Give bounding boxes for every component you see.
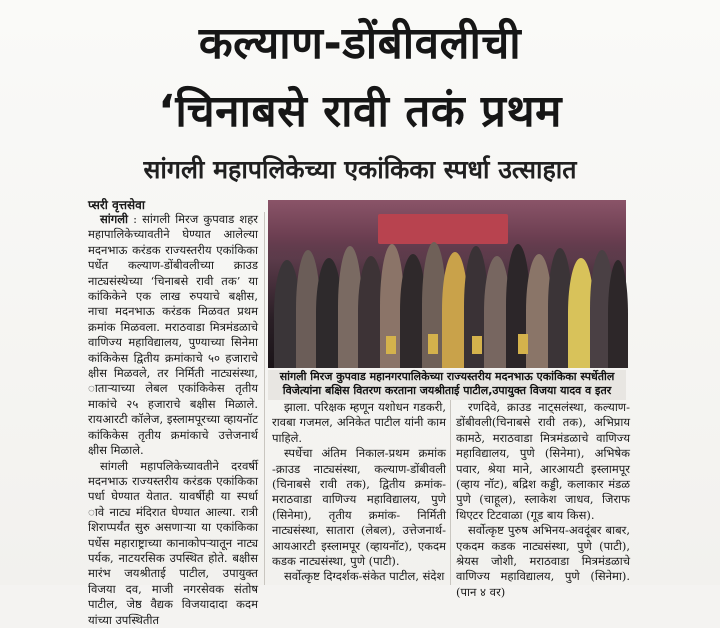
dateline: सांगली — [100, 212, 129, 226]
article-column-3 — [456, 400, 630, 599]
headline-line-2: ‘चिनाबसे रावी तकं प्रथम — [158, 86, 562, 137]
col3-paragraph-1: रणदिवे, क्राउड नाट्सलंस्था, कल्याण-डोंबीवली(चिनाबसे रावी तक), अभिप्राय कामठे, मराठवाडा मित्रमंडळाचे वाणिज्य महाविद्यालय, पुणे (सिनेमा), अभिषेक पवार, श्रेया माने, आरआयटी इस्लामपूर (व्हाय नॉट), बद्रिश कड्डी, कलाकार मंडळ पुणे (चाहूल), स्लाकेश जाधव, जिराफ थिएटर टिटवाळा (गूड बाय किस). — [456, 400, 630, 522]
photo-caption: सांगली मिरज कुपवाड महानगरपालिकेच्या राज्यस्तरीय मदनभाऊ एकांकिका स्पर्धेतील विजेत्यांना बक्षिस वितरण करताना जयश्रीताई पाटील,उपायुक्त विजया यादव व इतर — [268, 370, 626, 400]
trophy — [472, 336, 482, 354]
subheadline: सांगली महापलिकेच्या एकांकिका स्पर्धा उत्साहात — [143, 155, 577, 184]
article-column-2 — [272, 400, 446, 585]
col3-paragraph-2: सर्वोत्कृष्ट पुरुष अभिनय-अवदूंबर बाबर, एकदम कडक नाट्यसंस्था, पुणे (पाटी), श्रेयस जोशी, मराठवाडा मित्रमंडळाचे वाणिज्य महाविद्यालय, पुणे (सिनेमा). (पान ४ वर) — [456, 523, 630, 599]
col1-paragraph-2: सांगली महापलिकेच्यावतीने दरवर्षी मदनभाऊ राज्यस्तरीय करंडक एकांकिका पर्धा घेण्यात येतात. यावर्षीही या स्पर्धा ावे नाट्य मंदिरात घेण्यात आल्या. रात्री शिराप्पर्यंत सुरु असणाऱ्या या एकांकिका पर्धेस महाराष्ट्राच्या कानाकोपऱ्यातून नाट्य पर्यक, नाटयरसिक उपस्थित होते. बक्षीस मारंभ जयश्रीताई पाटील, उपायुक्त विजया दव, माजी नगरसेवक संतोष पाटील, जेष्ठ वैद्यक विजयादादा कदम यांच्या उपस्थितीत — [88, 458, 258, 627]
col2-paragraph-3: सर्वोत्कृष्ट दिग्दर्शक-संकेत पाटील, संदेश — [284, 569, 445, 584]
stage-banner — [378, 214, 508, 244]
group-photo — [268, 200, 626, 368]
col2-paragraph-2: स्पर्धेचा अंतिम निकाल-प्रथम क्रमांक -क्राउड नाट्यसंस्था, कल्याण-डोंबीवली (चिनाबसे रावी तक), द्वितीय क्रमांक- मराठवाडा वाणिज्य महाविद्यालय, पुणे (सिनेमा), तृतीय क्रमांक- निर्मिती नाट्यसंस्था, सातारा (लेबल), उत्तेजनार्थ-आयआरटी इस्लामपूर (व्हायनॉट), एकदम कडक नाट्यसंस्था, पुणे (पाटी). — [272, 446, 446, 569]
col1-paragraph-1: : सांगली मिरज कुपवाड शहर महापालिकेच्यावतीने घेण्यात आलेल्या मदनभाऊ करंडक राज्यस्तरीय एकांकिका पर्धेत कल्याण-डोंबीवलीच्या क्राउड नाट्यसंस्थेच्या ‘चिनाबसे रावी तक’ या कांकिकेने एक लाख रुपयाचे बक्षीस, नाचा मदनभाऊ करंडक मिळवत प्रथम क्रमांक मिळवला. मराठवाडा मित्रमंडळाचे वाणिज्य महाविद्यालय, पुण्याच्या सिनेमा कांकिकेस द्वितीय क्रमांकाचे ५० हजाराचे क्षीस मिळवले, तर निर्मिती नाट्यसंस्था, ातार्‍याच्या लेबल एकांकिकेस तृतीय माकांचे २५ हजाराचे बक्षीस मिळाले. रायआरटी कॉलेज, इस्लामपूरच्या व्हायनॉट कांकिकेस तृतीय क्रमांकाचे उत्तेजनार्थ क्षीस मिळाले. — [88, 212, 259, 458]
headline-line-1: कल्याण-डोंबीवलीची — [198, 18, 522, 69]
trophy — [518, 334, 528, 354]
byline: प्सरी वृत्तसेवा — [88, 198, 145, 212]
col2-paragraph-1: झाला. परिक्षक म्हणून यशोधन गडकरी, रावबा गजमल, अनिकेत पाटील यांनी काम पाहिले. — [272, 400, 446, 445]
column-divider — [264, 212, 265, 585]
trophy — [386, 336, 396, 354]
column-divider — [450, 400, 451, 585]
trophy — [428, 334, 438, 354]
article-column-1 — [88, 212, 259, 627]
